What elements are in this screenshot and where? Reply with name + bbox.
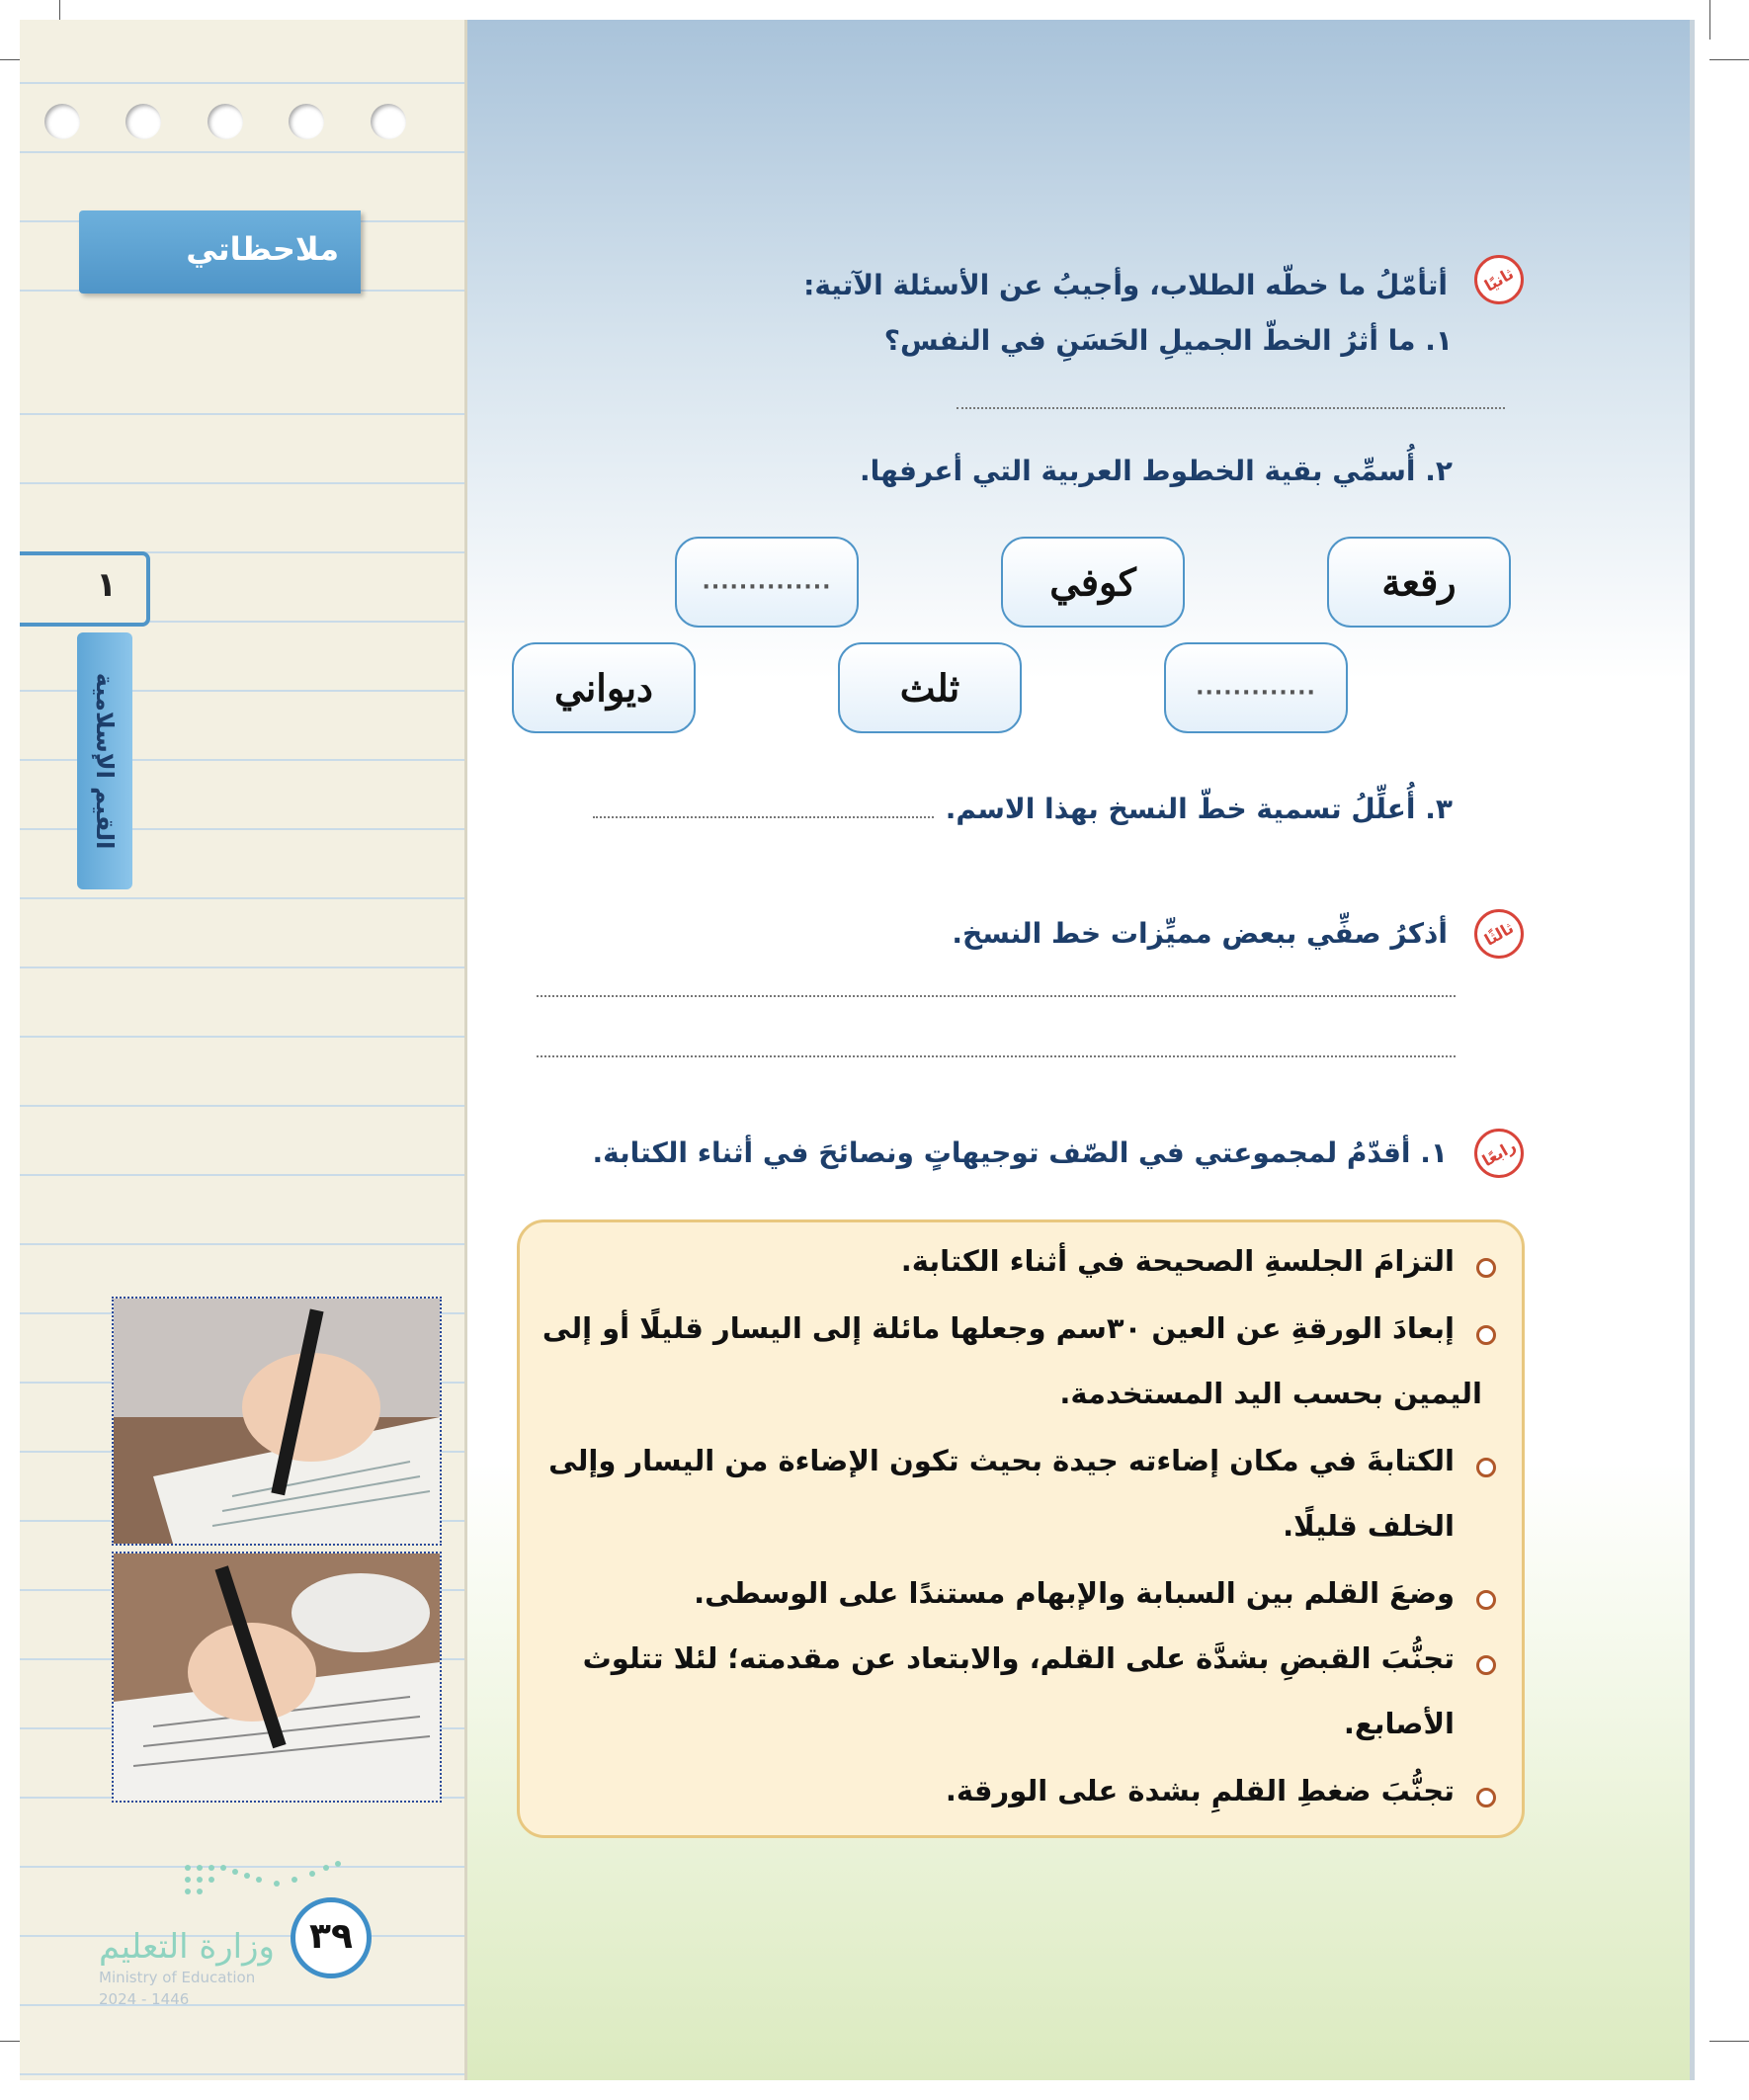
crop-mark [1709, 2041, 1749, 2042]
script-box-blank-1[interactable]: .............. [675, 537, 859, 628]
tip-2-line-1: إبعادَ الورقةِ عن العين ٣٠سم وجعلها مائلة إلى اليسار قليلًا أو إلى [541, 1311, 1455, 1345]
crop-mark [1709, 59, 1749, 60]
tip-4: وضعَ القلم بين السبابة والإبهام مستندًا على الوسطى. [694, 1576, 1455, 1610]
photo-writing-hand-2 [112, 1552, 442, 1803]
tip-3-line-1: الكتابةَ في مكان إضاءته جيدة بحيث تكون الإضاءة من اليسار وإلى [548, 1444, 1455, 1477]
tip-5-line-2: الأصابع. [1343, 1707, 1455, 1740]
section-four-prompt: ١. أقدّمُ لمجموعتي في الصّف توجيهاتٍ ونصائحَ في أثناء الكتابة. [592, 1136, 1448, 1169]
binder-hole [125, 104, 161, 139]
page-number-badge [291, 1897, 372, 1978]
unit-number: ١ [96, 565, 117, 605]
tip-2-line-2: اليمين بحسب اليد المستخدمة. [1059, 1377, 1482, 1410]
script-box-thuluth: ثلث [838, 642, 1022, 733]
question-3: ٣. أُعلِّلُ تسمية خطّ النسخ بهذا الاسم. [945, 793, 1453, 825]
script-box-blank-2[interactable]: ............. [1164, 642, 1348, 733]
page-edge [1690, 20, 1695, 2080]
notes-title-tab [79, 210, 361, 294]
bullet-icon [1476, 1788, 1496, 1807]
tip-6: تجنُّبَ ضغطِ القلمِ بشدة على الورقة. [945, 1774, 1455, 1807]
unit-name-strip [77, 632, 132, 889]
binder-hole [208, 104, 243, 139]
tips-box [517, 1219, 1525, 1838]
tip-3-line-2: الخلف قليلًا. [1283, 1509, 1455, 1543]
page-number: ٣٩ [309, 1916, 353, 1957]
bullet-icon [1476, 1590, 1496, 1610]
photo-writing-hand-1 [112, 1297, 442, 1546]
bullet-icon [1476, 1655, 1496, 1675]
section-three-badge: ثالثًا [1474, 909, 1524, 959]
section-two-badge: ثانيًا [1474, 255, 1524, 304]
unit-name: القيم الإسلامية [91, 672, 119, 850]
question-2: ٢. أُسمِّي بقية الخطوط العربية التي أعرفها. [860, 455, 1453, 487]
ministry-name-en: Ministry of Education [99, 1969, 256, 1986]
notes-title: ملاحظاتي [186, 230, 339, 268]
crop-mark [1709, 0, 1710, 40]
script-box-kufi: كوفي [1001, 537, 1185, 628]
script-box-diwani: ديواني [512, 642, 696, 733]
answer-line-3b[interactable] [537, 1055, 1456, 1057]
answer-line-3a[interactable] [537, 995, 1456, 997]
tip-5-line-1: تجنُّبَ القبضِ بشدَّة على القلم، والابتعاد عن مقدمته؛ لئلا تتلوث [582, 1641, 1455, 1675]
question-1: ١. ما أثرُ الخطّ الجميلِ الحَسَنِ في النفس؟ [883, 324, 1453, 357]
ministry-year: 2024 - 1446 [99, 1990, 190, 2008]
answer-line-q3[interactable] [593, 816, 934, 818]
tip-1: التزامَ الجلسةِ الصحيحة في أثناء الكتابة. [900, 1244, 1455, 1278]
binder-hole [44, 104, 80, 139]
section-two-intro: أتأمّلُ ما خطّه الطلاب، وأجيبُ عن الأسئلة الآتية: [803, 269, 1448, 301]
bullet-icon [1476, 1458, 1496, 1477]
binder-hole [371, 104, 406, 139]
binder-hole [289, 104, 324, 139]
section-four-badge: رابعًا [1474, 1129, 1524, 1178]
bullet-icon [1476, 1258, 1496, 1278]
ministry-name-ar: وزارة التعليم [99, 1927, 275, 1967]
script-box-ruqaa: رقعة [1327, 537, 1511, 628]
bullet-icon [1476, 1325, 1496, 1345]
section-three-prompt: أذكرُ صفِّي ببعض مميِّزات خط النسخ. [952, 917, 1448, 950]
unit-number-box [20, 551, 150, 627]
answer-line-q1[interactable] [957, 407, 1505, 409]
